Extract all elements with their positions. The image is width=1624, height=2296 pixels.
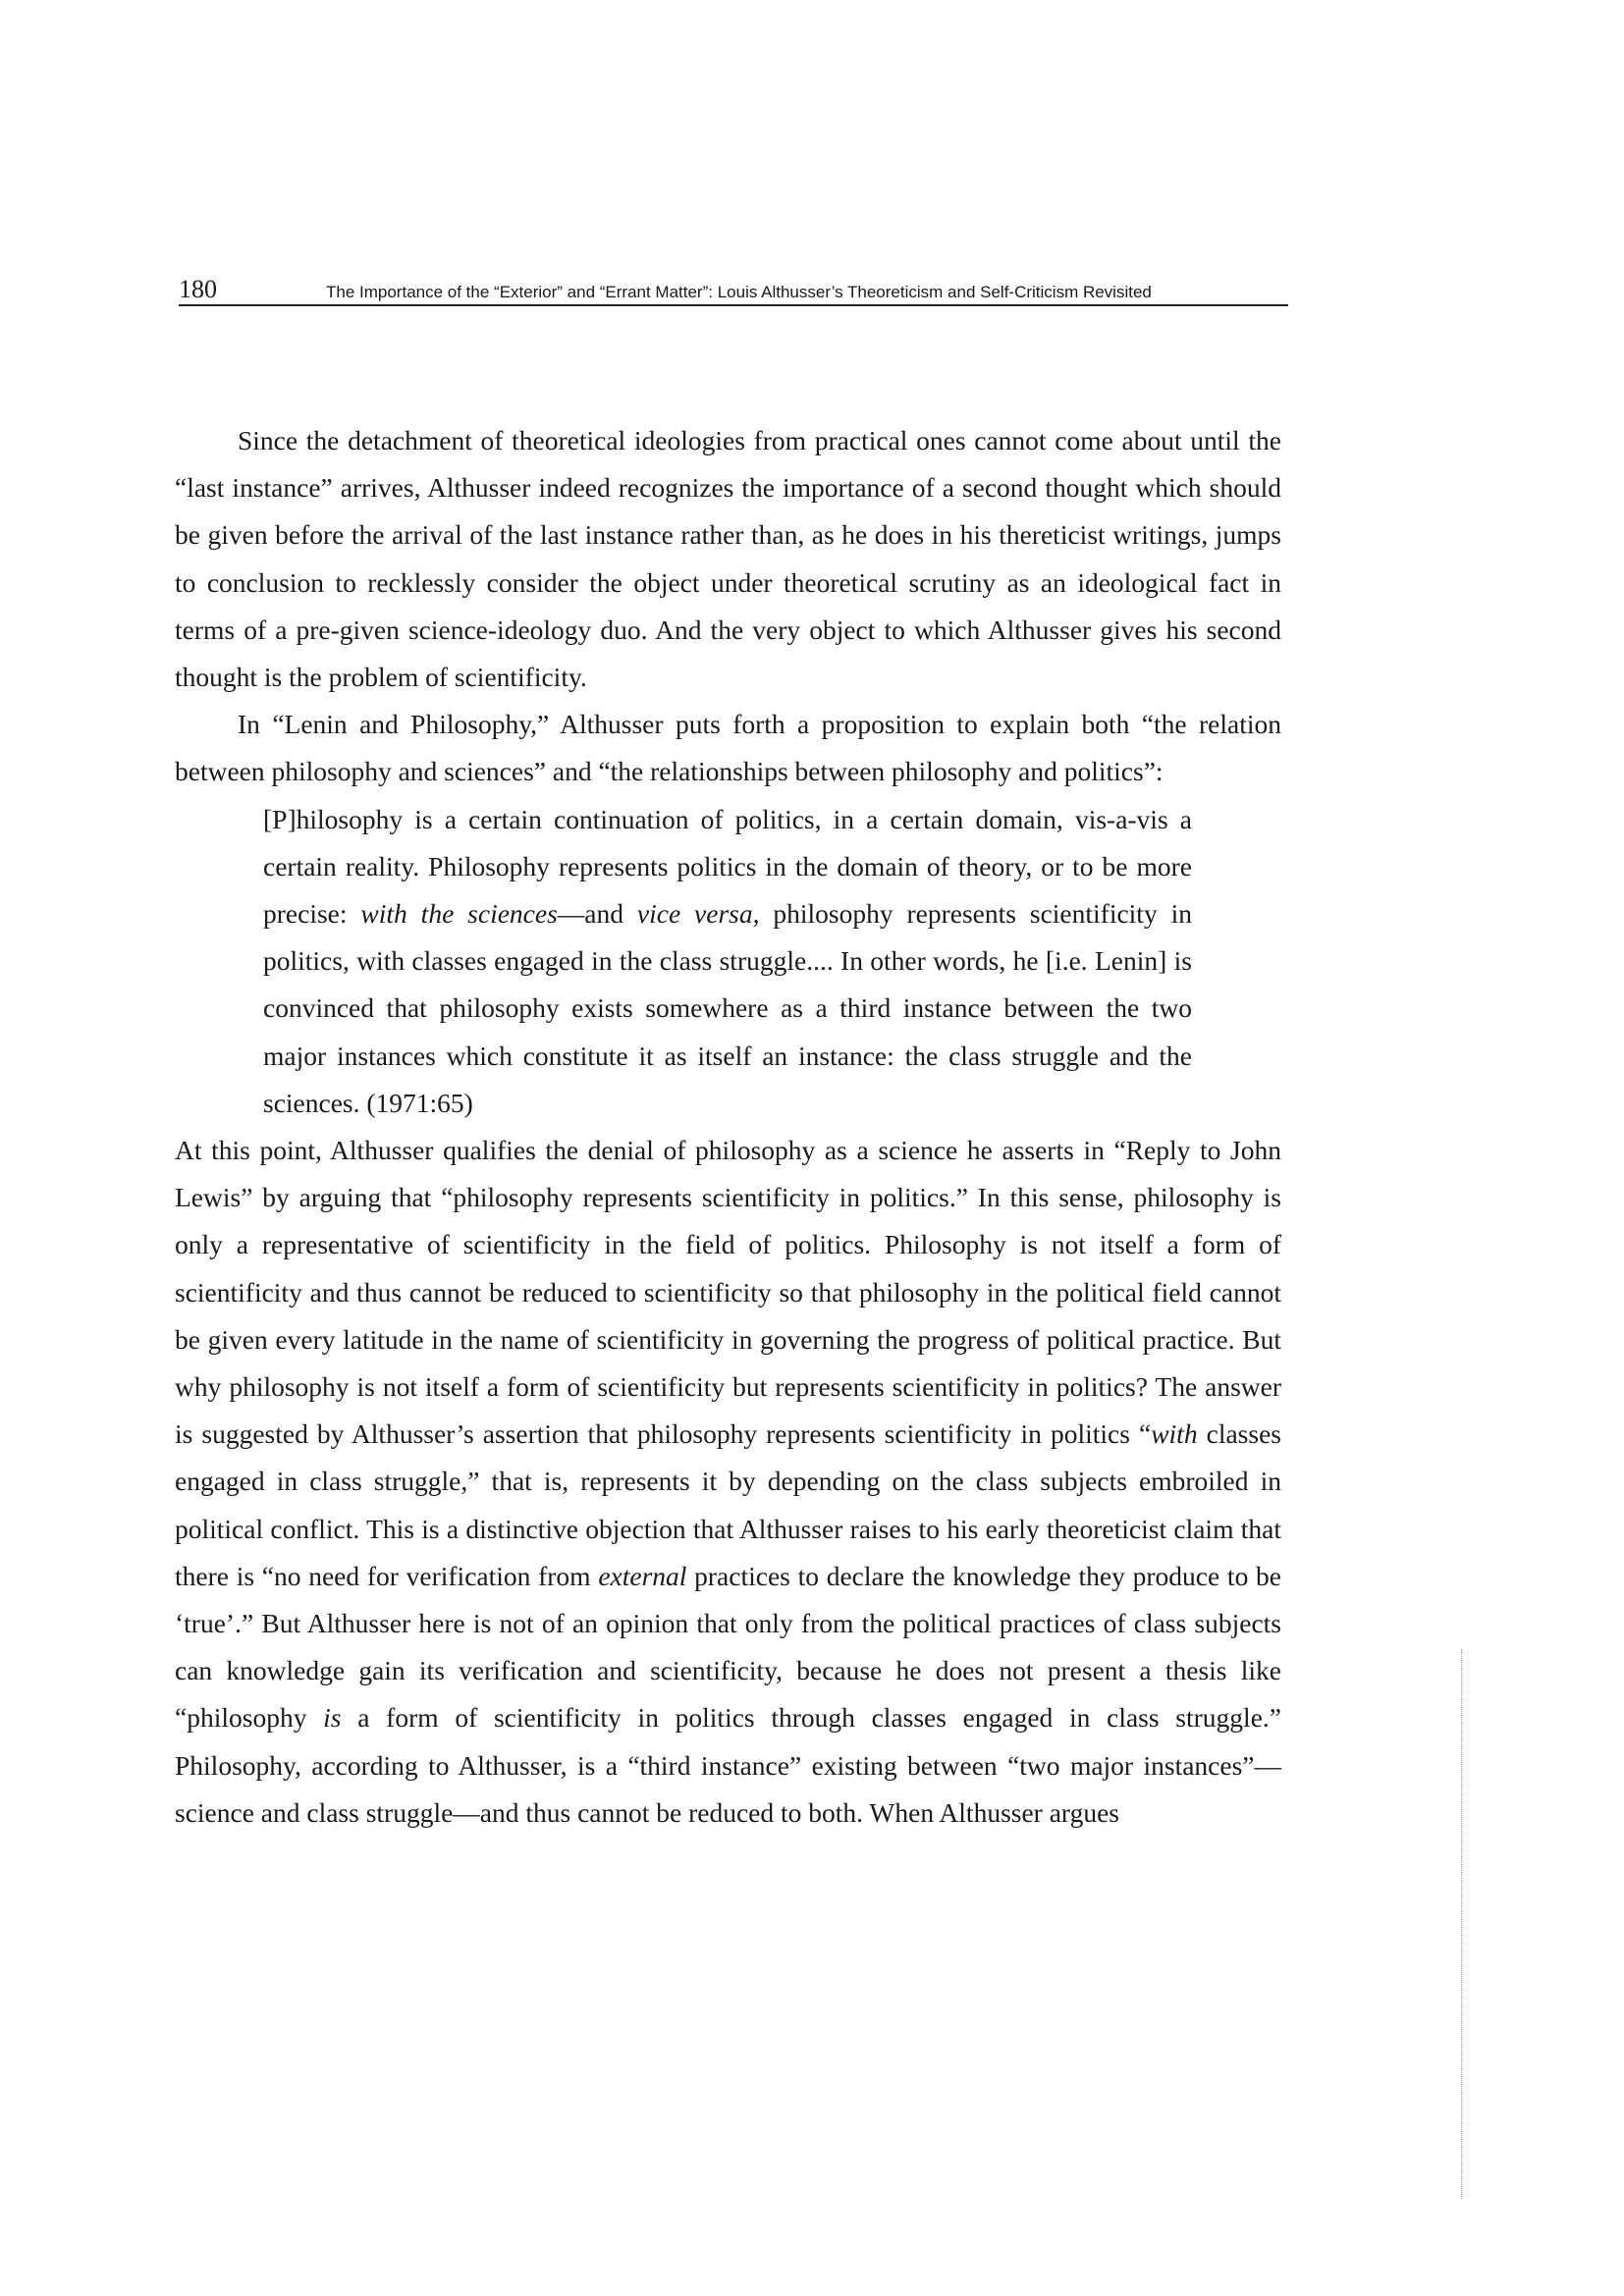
block-quote	[263, 796, 1192, 1127]
p3-text-a: At this point, Althusser qualifies the denial of philosophy as a science he asserts in “Reply to John Lewis” by arguing that “philosophy represents scientificity in politics.” In this sense, philosophy is only a representative of scientificity in the field of politics. Philosophy is not itself a form of scientificity and thus cannot be reduced to scientificity so that philosophy in the political field cannot be given every latitude in the name of scientificity in governing the progress of political practice. But why philosophy is not itself a form of scientificity but represents scientificity in politics? The answer is suggested by Althusser’s assertion that philosophy represents scientificity in politics “	[175, 1135, 1281, 1450]
quote-text-3: philosophy represents scientificity in politics, with classes engaged in the class struggle.... In other words, he [i.e. Lenin] is convinced that philosophy exists somewhere as a third instance between the two major instances which constitute it as itself an instance: the class struggle and the sciences. (1971:65)	[263, 898, 1192, 1118]
quote-text-1: [P]hilosophy is a certain continuation of politics, in a certain domain, vis-a-vis a certain reality. Philosophy represents politics in the domain of theory, or to be more precise:	[263, 803, 1192, 930]
p3-italic-with: with	[1151, 1418, 1198, 1450]
quote-italic-1: with the sciences	[360, 898, 558, 930]
quote-italic-2: vice versa,	[636, 898, 760, 930]
header-rule	[179, 304, 1288, 306]
p3-italic-external: external	[598, 1560, 687, 1591]
scan-edge-line	[1461, 1649, 1462, 2199]
p3-text-c: practices to declare the knowledge they produce to be ‘true’.” But Althusser here is not of an opinion that only from the political practices of class subjects can knowledge gain its verification and scientificity, because he does not present a thesis like “philosophy	[175, 1560, 1281, 1734]
paragraph-2: In “Lenin and Philosophy,” Althusser puts forth a proposition to explain both “the relation between philosophy and sciences” and “the relationships between philosophy and politics”:	[175, 709, 1281, 787]
page-number: 180	[179, 275, 217, 303]
paragraph-3	[175, 1127, 1281, 1837]
p3-italic-is: is	[323, 1702, 342, 1734]
paragraph-1: Since the detachment of theoretical ideologies from practical ones cannot come about until the “last instance” arrives, Althusser indeed recognizes the importance of a second thought which should be given before the arrival of the last instance rather than, as he does in his thereticist writings, jumps to conclusion to recklessly consider the object under theoretical scrutiny as an ideological fact in terms of a pre-given science-ideology duo. And the very object to which Althusser gives his second thought is the problem of scientificity.	[175, 425, 1281, 693]
running-head	[179, 257, 1288, 304]
running-title: The Importance of the “Exterior” and “Errant Matter”: Louis Althusser’s Theoreticism and Self-Criticism Revisited	[326, 283, 1152, 301]
p3-text-b: classes engaged in class struggle,” that is, represents it by depending on the class subjects embroiled in political conflict. This is a distinctive objection that Althusser raises to his early theoreticist claim that there is “no need for verification from	[175, 1418, 1281, 1591]
quote-text-2: —and	[557, 898, 637, 930]
p3-text-d: a form of scientificity in politics through classes engaged in class struggle.” Philosophy, according to Althusser, is a “third instance” existing between “two major instances”—science and class struggle—and thus cannot be reduced to both. When Althusser argues	[175, 1702, 1281, 1828]
body-text	[175, 417, 1281, 1837]
